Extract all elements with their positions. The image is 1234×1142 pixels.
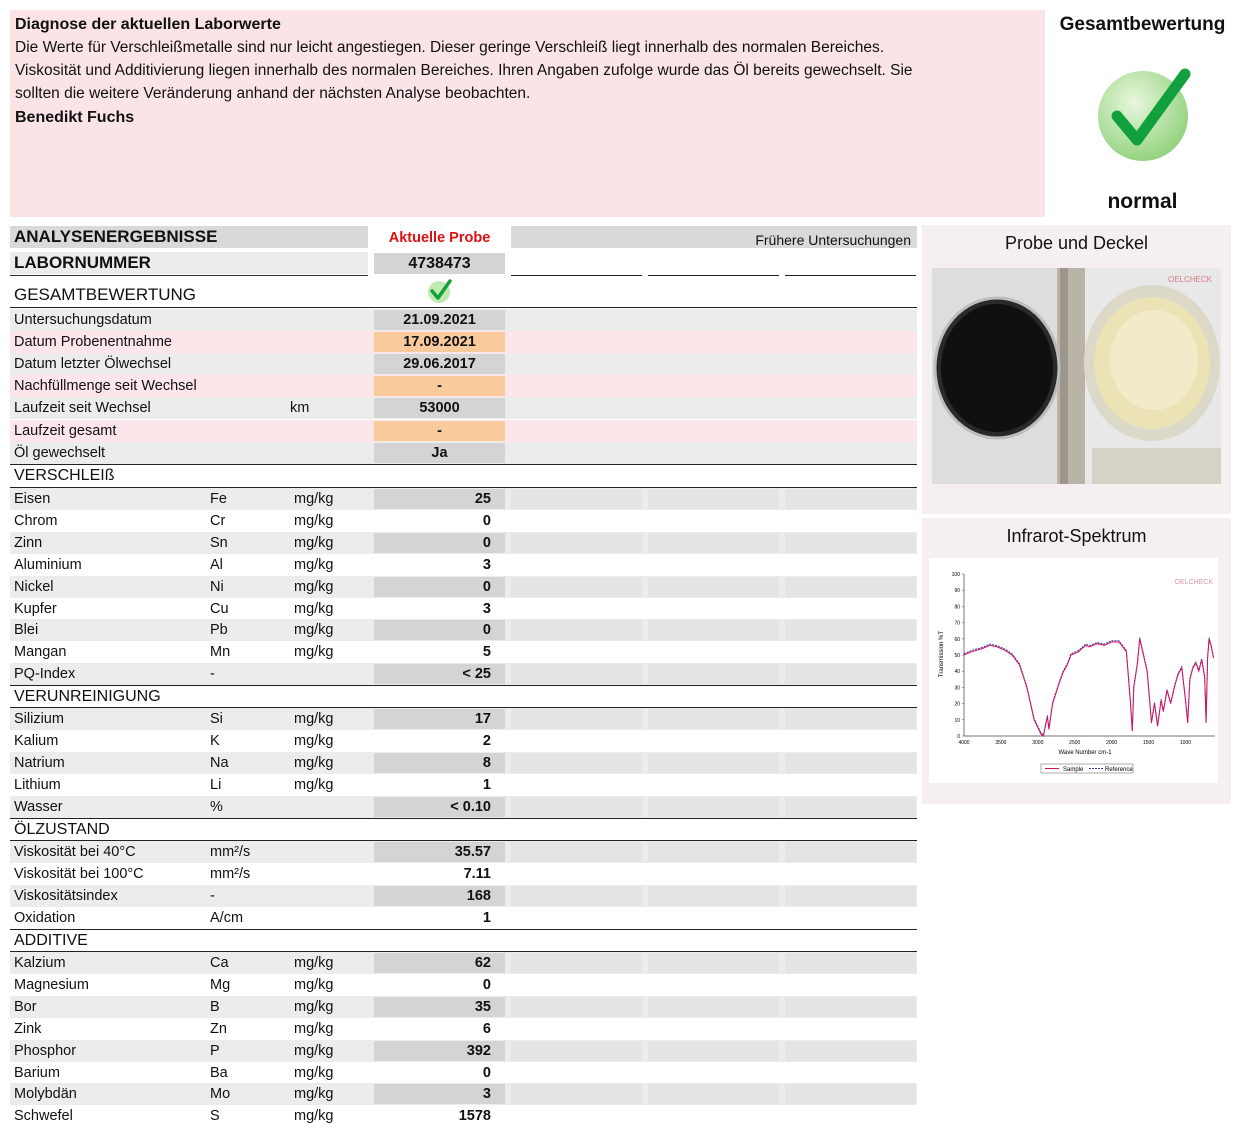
row-symbol: Cu [210, 601, 229, 617]
current-sample-header: Aktuelle Probe [388, 230, 491, 246]
row-value: < 25 [374, 664, 505, 684]
table-row [10, 841, 917, 863]
row-value: 17 [374, 709, 505, 729]
row-value: 6 [482, 1021, 491, 1037]
info-value: 21.09.2021 [374, 310, 505, 330]
labnr-value: 4738473 [374, 253, 505, 274]
overall-status-label: normal [1107, 190, 1178, 213]
info-label: Laufzeit seit Wechsel [14, 400, 151, 416]
ir-y-tick: 40 [954, 669, 960, 676]
info-row-exam-date [10, 309, 917, 331]
row-label: Bor [14, 999, 37, 1015]
info-row-runtime-since-change [10, 397, 917, 419]
section-title-additives: ADDITIVE [14, 932, 88, 949]
row-symbol: S [210, 1108, 220, 1124]
row-value: 5 [482, 644, 491, 660]
row-symbol: Al [210, 557, 223, 573]
info-label: Untersuchungsdatum [14, 312, 152, 328]
table-row [10, 598, 917, 620]
info-row-oil-changed [10, 442, 917, 464]
overall-rating-row-label: GESAMTBEWERTUNG [14, 285, 196, 304]
row-symbol: Na [210, 755, 229, 771]
ir-spectrum-panel [922, 518, 1231, 804]
row-label: Kalzium [14, 955, 66, 971]
ir-x-axis-label: Wave Number cm-1 [1058, 750, 1112, 756]
ir-x-tick: 2000 [1106, 740, 1118, 746]
row-unit: mg/kg [294, 622, 334, 638]
row-label: Natrium [14, 755, 65, 771]
ir-y-tick: 20 [954, 701, 960, 708]
ir-y-tick: 80 [954, 604, 960, 611]
row-symbol: Ca [210, 955, 229, 971]
table-row [10, 863, 917, 885]
check-circle-icon [1095, 64, 1195, 169]
row-label: Chrom [14, 513, 58, 529]
table-row [10, 730, 917, 752]
info-label: Öl gewechselt [14, 445, 106, 461]
diagnosis-line-3: sollten die weitere Veränderung anhand der nächsten Analyse beobachten. [15, 85, 531, 102]
row-unit: mg/kg [294, 535, 334, 551]
row-unit: mg/kg [294, 1021, 334, 1037]
ir-sample-line [964, 639, 1214, 736]
row-unit: mg/kg [294, 955, 334, 971]
row-label: Lithium [14, 777, 61, 793]
ir-y-tick: 0 [957, 734, 960, 740]
info-row-runtime-total [10, 420, 917, 442]
row-unit: mg/kg [294, 601, 334, 617]
row-unit: mg/kg [294, 733, 334, 749]
row-value: 3 [374, 1084, 505, 1104]
row-value: 168 [374, 886, 505, 906]
row-unit: mg/kg [294, 513, 334, 529]
ir-y-axis-label: Transmission %T [939, 630, 945, 678]
row-label: Viskosität bei 100°C [14, 866, 144, 882]
row-value: 7.11 [463, 866, 491, 882]
info-value: - [374, 421, 505, 441]
table-row [10, 1105, 917, 1127]
row-symbol: Si [210, 711, 223, 727]
row-symbol: Fe [210, 491, 227, 507]
overall-rating-title: Gesamtbewertung [1059, 14, 1226, 35]
section-title-oil: ÖLZUSTAND [14, 821, 110, 838]
row-value: < 0.10 [374, 797, 505, 817]
table-row [10, 796, 917, 818]
diagnosis-signature: Benedikt Fuchs [15, 109, 135, 126]
row-symbol: Sn [210, 535, 228, 551]
labnr-label: LABORNUMMER [14, 253, 151, 272]
ir-y-tick: 90 [954, 588, 960, 595]
row-unit: mg/kg [294, 755, 334, 771]
previous-header: Frühere Untersuchungen [755, 232, 911, 248]
small-check-icon [427, 278, 453, 309]
ir-legend-sample: Sample [1063, 767, 1084, 773]
table-row [10, 1040, 917, 1062]
row-label: Viskositätsindex [14, 888, 118, 904]
table-row [10, 532, 917, 554]
ir-x-tick: 2500 [1069, 740, 1081, 746]
row-value: 392 [374, 1041, 505, 1061]
ir-y-tick: 10 [954, 717, 960, 724]
info-label: Datum Probenentnahme [14, 334, 172, 350]
ir-y-tick: 30 [954, 685, 960, 692]
ir-x-tick: 1500 [1142, 740, 1155, 746]
row-symbol: Zn [210, 1021, 227, 1037]
row-label: Schwefel [14, 1108, 73, 1124]
row-unit: mg/kg [294, 644, 334, 660]
ir-chart-logo: OELCHECK [1174, 579, 1213, 586]
row-label: Silizium [14, 711, 64, 727]
table-row [10, 641, 917, 663]
row-symbol: mm²/s [210, 866, 251, 882]
row-value: 8 [374, 753, 505, 773]
info-label: Laufzeit gesamt [14, 423, 117, 439]
info-value: 17.09.2021 [374, 332, 505, 352]
table-row [10, 619, 917, 641]
diagnosis-title: Diagnose der aktuellen Laborwerte [15, 16, 281, 33]
row-symbol: Mg [210, 977, 231, 993]
table-row [10, 907, 917, 929]
ir-spectrum-chart [929, 558, 1218, 783]
row-value: 0 [374, 620, 505, 640]
row-symbol: - [210, 666, 215, 682]
row-symbol: Ba [210, 1065, 228, 1081]
row-symbol: A/cm [210, 910, 244, 926]
row-value: 62 [374, 953, 505, 973]
section-title-wear: VERSCHLEIß [14, 467, 115, 484]
row-unit: mg/kg [294, 579, 334, 595]
row-unit: mg/kg [294, 999, 334, 1015]
row-label: Barium [14, 1065, 60, 1081]
row-label: Kupfer [14, 601, 57, 617]
sample-photo [932, 268, 1221, 484]
row-label: Nickel [14, 579, 54, 595]
row-label: Phosphor [14, 1043, 77, 1059]
analysis-header: ANALYSENERGEBNISSE [14, 227, 218, 246]
row-unit: mg/kg [294, 491, 334, 507]
photo-panel [922, 225, 1231, 514]
ir-x-tick: 1000 [1179, 740, 1192, 746]
info-value: Ja [374, 443, 505, 463]
row-value: 3 [482, 601, 491, 617]
info-label: Nachfüllmenge seit Wechsel [14, 378, 197, 394]
info-row-last-oil-change [10, 353, 917, 375]
table-row [10, 996, 917, 1018]
ir-y-tick: 100 [951, 572, 960, 578]
row-symbol: B [210, 999, 220, 1015]
info-value: - [374, 376, 505, 396]
row-label: Wasser [14, 799, 63, 815]
row-symbol: - [210, 888, 215, 904]
table-row [10, 576, 917, 598]
analysis-header-bar [10, 226, 368, 248]
ir-panel-title: Infrarot-Spektrum [1006, 526, 1147, 546]
info-label: Datum letzter Ölwechsel [14, 356, 172, 372]
info-row-sampling-date [10, 331, 917, 353]
row-value: 0 [374, 577, 505, 597]
table-row [10, 952, 917, 974]
row-unit: mg/kg [294, 711, 334, 727]
row-value: 1 [482, 777, 491, 793]
ir-y-tick: 70 [954, 620, 960, 627]
row-label: Blei [14, 622, 39, 638]
table-row [10, 1062, 917, 1084]
row-label: Magnesium [14, 977, 89, 993]
table-row [10, 752, 917, 774]
table-row [10, 1018, 917, 1040]
row-label: PQ-Index [14, 666, 76, 682]
row-value: 3 [482, 557, 491, 573]
section-title-contamination: VERUNREINIGUNG [14, 688, 161, 705]
table-row [10, 510, 917, 532]
row-value: 0 [482, 977, 491, 993]
table-row [10, 774, 917, 796]
row-symbol: P [210, 1043, 220, 1059]
row-value: 0 [482, 513, 491, 529]
row-label: Molybdän [14, 1086, 77, 1102]
row-unit: mg/kg [294, 977, 334, 993]
diagnosis-line-1: Die Werte für Verschleißmetalle sind nur leicht angestiegen. Dieser geringe Verschleiß liegt innerhalb des normalen Bereiches. [15, 39, 885, 56]
row-value: 0 [482, 1065, 491, 1081]
row-label: Zinn [14, 535, 43, 551]
info-value: 53000 [374, 398, 505, 418]
ir-x-tick: 3000 [1032, 740, 1044, 746]
row-unit: mg/kg [294, 1108, 334, 1124]
row-label: Eisen [14, 491, 51, 507]
table-row [10, 663, 917, 685]
info-unit: km [290, 400, 310, 416]
row-value: 1578 [458, 1108, 491, 1124]
photo-watermark: OELCHECK [1167, 275, 1212, 284]
row-unit: mg/kg [294, 1086, 334, 1102]
photo-panel-title: Probe und Deckel [1004, 233, 1149, 253]
row-value: 0 [374, 533, 505, 553]
ir-x-tick: 4000 [958, 740, 970, 746]
row-unit: mg/kg [294, 777, 334, 793]
table-row [10, 974, 917, 996]
previous-header-bar [511, 226, 917, 248]
row-label: Aluminium [14, 557, 82, 573]
row-symbol: % [210, 799, 223, 815]
row-label: Zink [14, 1021, 42, 1037]
diagnosis-box [10, 10, 1045, 217]
row-symbol: Li [210, 777, 222, 793]
diagnosis-line-2: Viskosität und Additivierung liegen innerhalb des normalen Bereiches. Ihren Angaben zufolge wurde das Öl bereits gewechselt. Sie [15, 62, 913, 79]
row-value: 2 [482, 733, 491, 749]
row-label: Kalium [14, 733, 59, 749]
table-row [10, 708, 917, 730]
row-unit: mg/kg [294, 557, 334, 573]
ir-y-tick: 60 [954, 636, 960, 643]
info-value: 29.06.2017 [374, 354, 505, 374]
row-symbol: Mo [210, 1086, 231, 1102]
ir-legend-reference: Reference [1105, 767, 1133, 773]
row-symbol: Ni [210, 579, 224, 595]
row-symbol: Cr [210, 513, 226, 529]
row-symbol: Pb [210, 622, 228, 638]
row-symbol: mm²/s [210, 844, 251, 860]
row-symbol: K [210, 733, 220, 749]
table-row [10, 1083, 917, 1105]
table-row [10, 488, 917, 510]
row-unit: mg/kg [294, 1065, 334, 1081]
ir-y-tick: 50 [954, 653, 960, 659]
ir-reference-line [964, 638, 1214, 735]
row-label: Mangan [14, 644, 67, 660]
row-value: 25 [374, 489, 505, 509]
info-row-refill-amount [10, 375, 917, 397]
labnr-row [10, 252, 368, 274]
ir-x-tick: 3500 [995, 740, 1007, 746]
row-label: Viskosität bei 40°C [14, 844, 136, 860]
row-unit: mg/kg [294, 1043, 334, 1059]
row-label: Oxidation [14, 910, 76, 926]
row-value: 35 [374, 997, 505, 1017]
row-value: 1 [482, 910, 491, 926]
row-symbol: Mn [210, 644, 231, 660]
row-value: 35.57 [374, 842, 505, 862]
table-row [10, 885, 917, 907]
table-row [10, 554, 917, 576]
